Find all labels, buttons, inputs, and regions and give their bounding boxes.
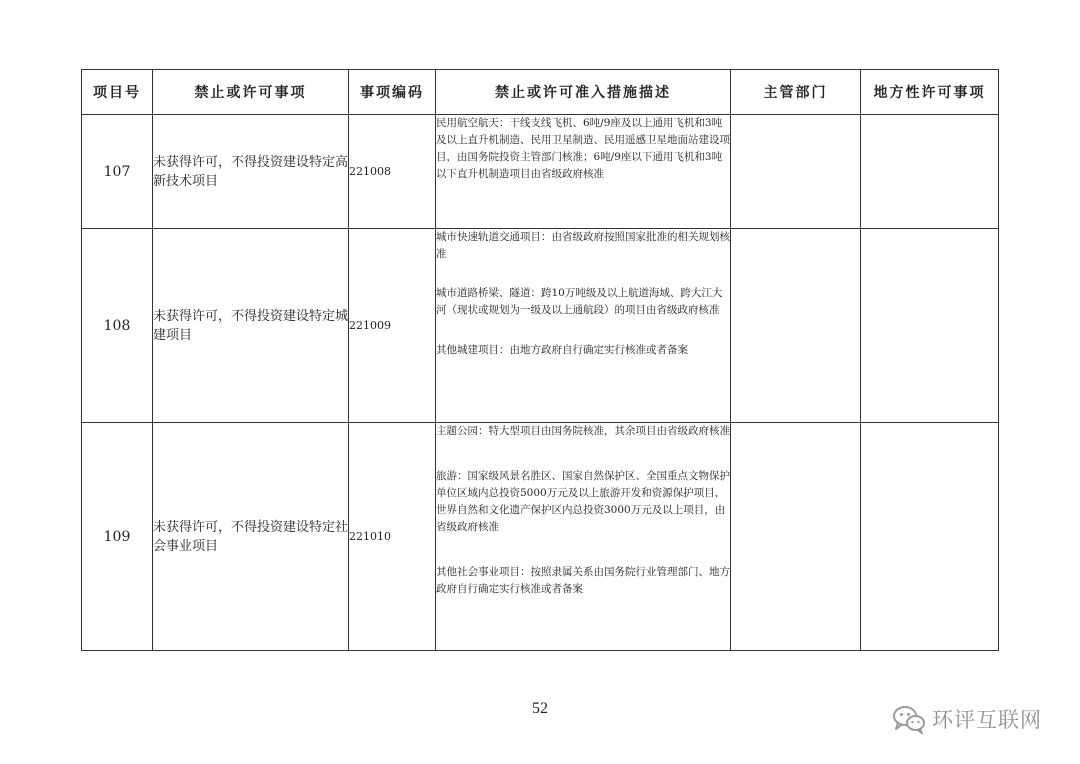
- cell-description: [436, 423, 731, 651]
- cell-item: 未获得许可，不得投资建设特定高新技术项目: [153, 115, 349, 229]
- cell-description: [436, 229, 731, 423]
- description-paragraph: 主题公园：特大型项目由国务院核准，其余项目由省级政府核准: [436, 425, 730, 437]
- header-department: 主管部门: [731, 70, 861, 115]
- description-paragraph: 民用航空航天：干线支线飞机、6吨/9座及以上通用飞机和3吨及以上直升机制造、民用卫星制造、民用遥感卫星地面站建设项目，由国务院投资主管部门核准；6吨/9座以下通用飞机和3吨以下直升机制造项目由省级政府核准: [436, 117, 730, 180]
- description-paragraph: 其他城建项目：由地方政府自行确定实行核准或者备案: [436, 344, 688, 356]
- cell-department: [731, 229, 861, 423]
- header-row: [82, 70, 999, 115]
- permit-table: [81, 69, 999, 651]
- cell-item: 未获得许可，不得投资建设特定城建项目: [153, 229, 349, 423]
- table-row: [82, 229, 999, 423]
- description-paragraph: 其他社会事业项目：按照隶属关系由国务院行业管理部门、地方政府自行确定实行核准或者备案: [436, 566, 730, 595]
- cell-item: 未获得许可，不得投资建设特定社会事业项目: [153, 423, 349, 651]
- header-code: 事项编码: [349, 70, 436, 115]
- cell-code: 221008: [349, 115, 436, 229]
- cell-department: [731, 423, 861, 651]
- wechat-icon: [892, 704, 926, 734]
- table-row: [82, 115, 999, 229]
- watermark-text: 环评互联网: [932, 708, 1042, 732]
- description-paragraph: 旅游：国家级风景名胜区、国家自然保护区、全国重点文物保护单位区域内总投资5000万元及以上旅游开发和资源保护项目，世界自然和文化遗产保护区内总投资3000万元及以上项目，由省级政府核准: [436, 470, 730, 533]
- header-description: 禁止或许可准入措施描述: [436, 70, 731, 115]
- page-number: 52: [532, 700, 548, 717]
- cell-department: [731, 115, 861, 229]
- description-paragraph: 城市道路桥梁、隧道：跨10万吨级及以上航道海域、跨大江大河（现状或规划为一级及以上通航段）的项目由省级政府核准: [436, 287, 723, 316]
- cell-project-number: 109: [82, 423, 153, 651]
- cell-code: 221009: [349, 229, 436, 423]
- watermark: [892, 702, 1042, 736]
- header-local-item: 地方性许可事项: [861, 70, 999, 115]
- cell-project-number: 108: [82, 229, 153, 423]
- cell-local-item: [861, 115, 999, 229]
- cell-local-item: [861, 229, 999, 423]
- cell-code: 221010: [349, 423, 436, 651]
- cell-description: [436, 115, 731, 229]
- header-project-number: 项目号: [82, 70, 153, 115]
- header-item: 禁止或许可事项: [153, 70, 349, 115]
- table-row: [82, 423, 999, 651]
- description-paragraph: 城市快速轨道交通项目：由省级政府按照国家批准的相关规划核准: [436, 231, 730, 260]
- cell-project-number: 107: [82, 115, 153, 229]
- cell-local-item: [861, 423, 999, 651]
